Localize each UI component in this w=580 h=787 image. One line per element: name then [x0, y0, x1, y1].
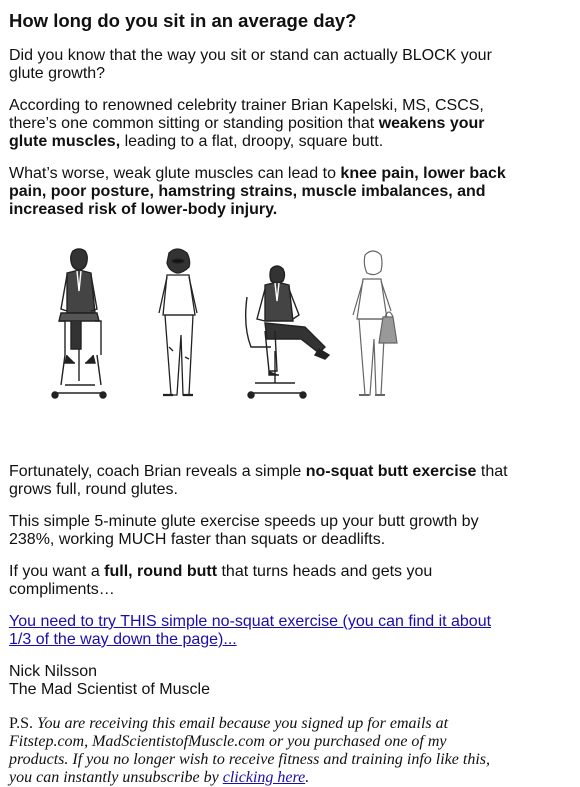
- text-span: According to renowned celebrity trainer Brian Kapelski, MS, CSCS, there’s one common sitting or standing position that: [9, 97, 484, 132]
- text-span: leading to a flat, droopy, square butt.: [120, 133, 384, 150]
- exercise-link[interactable]: You need to try THIS simple no-squat exercise (you can find it about 1/3 of the way down the page)...: [9, 613, 492, 648]
- email-heading: How long do you sit in an average day?: [9, 10, 357, 31]
- bold-span: full, round butt: [104, 563, 218, 580]
- bold-span: weakens your glute muscles,: [9, 115, 485, 150]
- unsubscribe-link[interactable]: clicking here: [222, 769, 306, 786]
- text-span: Fortunately, coach Brian reveals a simple: [9, 463, 306, 480]
- posture-illustration: [9, 247, 509, 437]
- standing-woman-figure: [149, 247, 209, 399]
- text-span: that grows full, round glutes.: [9, 463, 508, 498]
- paragraph-cta: [9, 613, 509, 649]
- sitting-man-figure: [45, 247, 115, 399]
- paragraph-want: [9, 563, 509, 599]
- reclining-man-figure: [241, 247, 341, 399]
- ps-text: You are receiving this email because you signed up for emails at Fitstep.com, MadScientistofMuscle.com or you purchased one of my products. If you no longer wish to receive fitness and training info like this, you can instantly unsubscribe by: [9, 715, 490, 786]
- ps-end: .: [305, 769, 310, 786]
- signature: [9, 663, 509, 699]
- paragraph-intro: Did you know that the way you sit or stand can actually BLOCK your glute growth?: [9, 47, 492, 82]
- postscript: [9, 715, 509, 787]
- paragraph-speed: This simple 5-minute glute exercise speeds up your butt growth by 238%, working MUCH faster than squats or deadlifts.: [9, 513, 479, 548]
- ps-label: P.S.: [9, 715, 34, 732]
- paragraph-trainer: [9, 97, 509, 151]
- signature-title: The Mad Scientist of Muscle: [9, 681, 210, 698]
- text-span: that turns heads and gets you compliments…: [9, 563, 433, 598]
- text-span: If you want a: [9, 563, 105, 580]
- paragraph-risks: [9, 165, 509, 219]
- paragraph-solution: [9, 463, 509, 499]
- text-span: What’s worse, weak glute muscles can lead to: [9, 165, 341, 182]
- signature-name: Nick Nilsson: [9, 663, 98, 680]
- bold-span: knee pain, lower back pain, poor posture, hamstring strains, muscle imbalances, and increased risk of lower-body injury.: [9, 165, 506, 218]
- woman-with-bag-figure: [343, 247, 403, 399]
- bold-span: no-squat butt exercise: [305, 463, 477, 480]
